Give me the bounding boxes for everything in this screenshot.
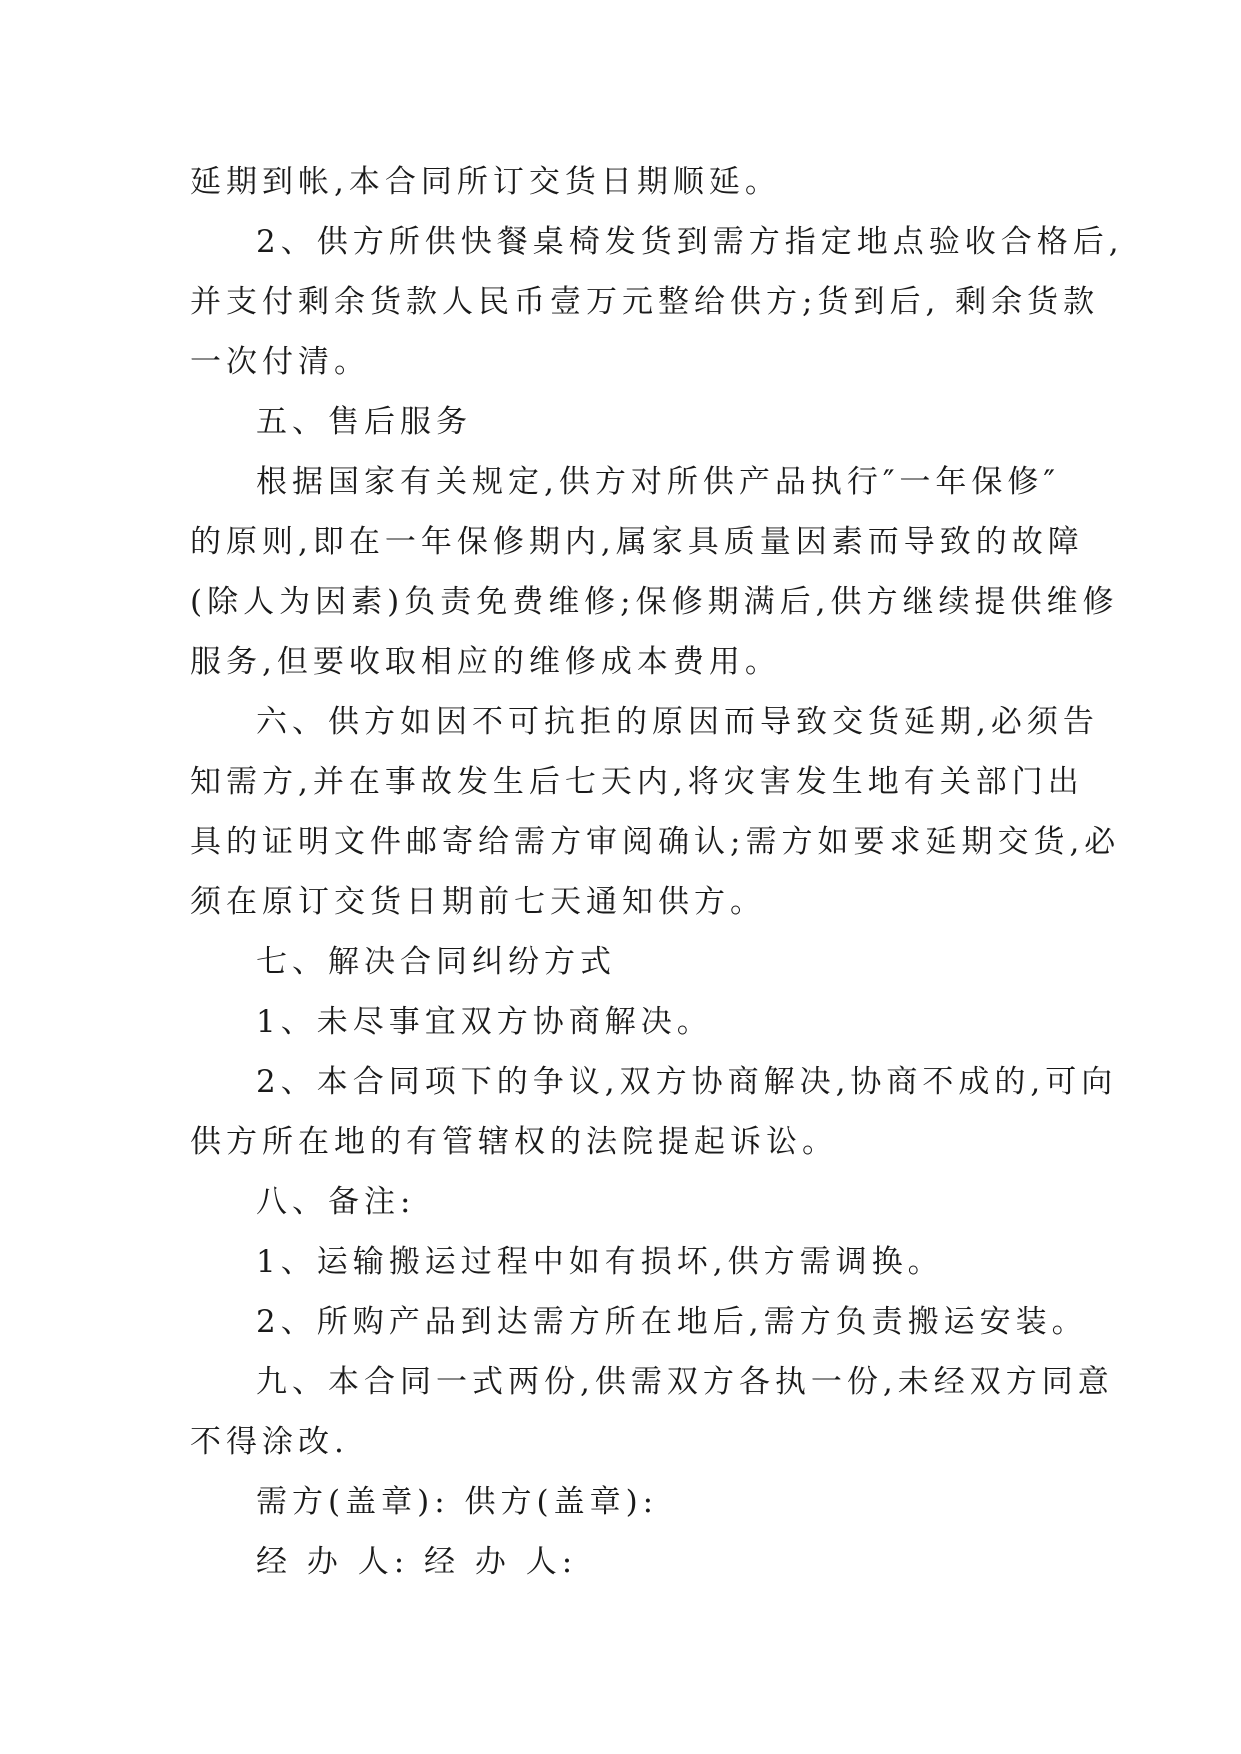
- text-line: 供方所在地的有管辖权的法院提起诉讼。: [190, 1124, 838, 1160]
- text-line: 延期到帐,本合同所订交货日期顺延。: [190, 164, 781, 200]
- text-line: 具的证明文件邮寄给需方审阅确认;需方如要求延期交货,必: [190, 824, 1121, 860]
- paragraph-item-2: 2、供方所供快餐桌椅发货到需方指定地点验收合格后,: [256, 224, 1124, 260]
- text-line: 一次付清。: [190, 344, 370, 380]
- paragraph-warranty: 根据国家有关规定,供方对所供产品执行″一年保修″: [256, 464, 1061, 500]
- paragraph-item-1: 1、运输搬运过程中如有损坏,供方需调换。: [256, 1244, 944, 1280]
- section-copies: 九、本合同一式两份,供需双方各执一份,未经双方同意: [256, 1364, 1114, 1400]
- contract-body: [190, 152, 1124, 1592]
- signature-seal-line: 需方(盖章): 供方(盖章):: [256, 1484, 659, 1520]
- section-force-majeure: 六、供方如因不可抗拒的原因而导致交货延期,必须告: [256, 704, 1099, 740]
- text-line: 的原则,即在一年保修期内,属家具质量因素而导致的故障: [190, 524, 1084, 560]
- section-heading-dispute: 七、解决合同纠纷方式: [256, 944, 616, 980]
- paragraph-item-2: 2、本合同项下的争议,双方协商解决,协商不成的,可向: [256, 1064, 1118, 1100]
- signature-handler-line: 经 办 人: 经 办 人:: [256, 1544, 578, 1580]
- text-line: 并支付剩余货款人民币壹万元整给供方;货到后, 剩余货款: [190, 284, 1100, 320]
- section-heading-notes: 八、备注:: [256, 1184, 416, 1220]
- section-heading-after-sales: 五、售后服务: [256, 404, 472, 440]
- text-line: (除人为因素)负责免费维修;保修期满后,供方继续提供维修: [190, 584, 1119, 620]
- text-line: 知需方,并在事故发生后七天内,将灾害发生地有关部门出: [190, 764, 1084, 800]
- paragraph-item-2: 2、所购产品到达需方所在地后,需方负责搬运安装。: [256, 1304, 1088, 1340]
- text-line: 服务,但要收取相应的维修成本费用。: [190, 644, 781, 680]
- paragraph-item-1: 1、未尽事宜双方协商解决。: [256, 1004, 713, 1040]
- text-line: 不得涂改.: [190, 1424, 349, 1460]
- text-line: 须在原订交货日期前七天通知供方。: [190, 884, 766, 920]
